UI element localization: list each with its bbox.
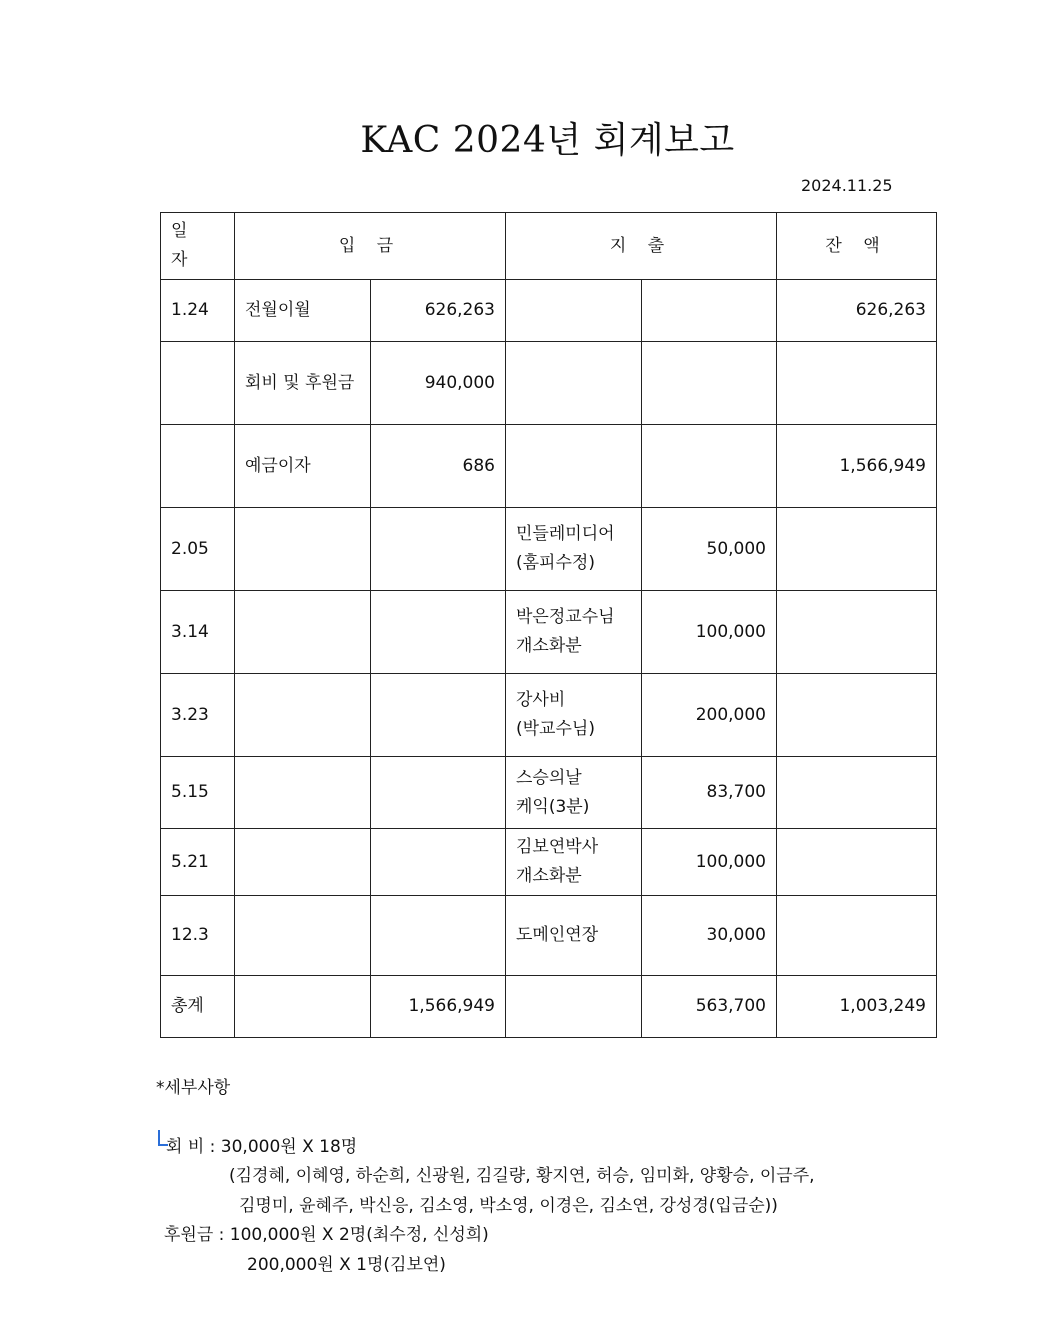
row-income-desc (235, 508, 371, 591)
table-row (161, 829, 937, 896)
row-expense-amount: 100,000 (642, 829, 777, 896)
header-date: 일 자 (161, 213, 235, 280)
row-expense-desc: 강사비 (박교수님) (506, 674, 642, 757)
total-row (161, 976, 937, 1038)
dues-line: 회 비 : 30,000원 X 18명 (166, 1137, 358, 1157)
row-date: 5.21 (161, 829, 235, 896)
row-date (161, 425, 235, 508)
row-expense-desc: 김보연박사 개소화분 (506, 829, 642, 896)
total-balance: 1,003,249 (777, 976, 937, 1038)
row-income-amount (371, 829, 506, 896)
row-income-desc: 회비 및 후원금 (235, 342, 371, 425)
row-date: 2.05 (161, 508, 235, 591)
row-expense-amount (642, 280, 777, 342)
row-expense-desc: 도메인연장 (506, 896, 642, 976)
row-expense-desc (506, 342, 642, 425)
row-balance (777, 591, 937, 674)
details-heading: *세부사항 (156, 1078, 231, 1098)
row-income-amount (371, 896, 506, 976)
table-row (161, 508, 937, 591)
row-expense-amount: 30,000 (642, 896, 777, 976)
row-balance (777, 508, 937, 591)
row-income-amount (371, 591, 506, 674)
row-expense-amount: 83,700 (642, 757, 777, 829)
header-income: 입 금 (235, 213, 506, 280)
report-date: 2024.11.25 (801, 176, 893, 195)
ledger-table (160, 212, 937, 1038)
row-balance (777, 757, 937, 829)
row-income-desc (235, 829, 371, 896)
row-expense-desc (506, 425, 642, 508)
table-row (161, 342, 937, 425)
row-balance: 1,566,949 (777, 425, 937, 508)
dues-names-line-2: 김명미, 윤혜주, 박신응, 김소영, 박소영, 이경은, 김소연, 강성경(입금순)) (239, 1196, 778, 1216)
total-expense-desc (506, 976, 642, 1038)
row-balance (777, 674, 937, 757)
row-income-desc: 전월이월 (235, 280, 371, 342)
row-income-amount: 940,000 (371, 342, 506, 425)
row-income-amount (371, 508, 506, 591)
row-income-amount (371, 674, 506, 757)
total-income-desc (235, 976, 371, 1038)
table-row (161, 280, 937, 342)
row-expense-amount: 100,000 (642, 591, 777, 674)
sponsor-line-2: 200,000원 X 1명(김보연) (247, 1255, 446, 1275)
row-expense-amount (642, 425, 777, 508)
row-expense-desc: 스승의날 케익(3분) (506, 757, 642, 829)
table-row (161, 757, 937, 829)
row-date (161, 342, 235, 425)
row-date: 3.14 (161, 591, 235, 674)
row-income-desc (235, 674, 371, 757)
row-expense-desc: 박은정교수님 개소화분 (506, 591, 642, 674)
row-date: 12.3 (161, 896, 235, 976)
row-balance (777, 896, 937, 976)
total-expense-amount: 563,700 (642, 976, 777, 1038)
row-expense-desc: 민들레미디어 (홈피수정) (506, 508, 642, 591)
sponsor-line-1: 후원금 : 100,000원 X 2명(최수정, 신성희) (164, 1225, 489, 1245)
row-expense-amount (642, 342, 777, 425)
row-income-amount (371, 757, 506, 829)
row-income-desc: 예금이자 (235, 425, 371, 508)
row-balance (777, 829, 937, 896)
dues-names-line-1: (김경혜, 이혜영, 하순희, 신광원, 김길량, 황지연, 허승, 임미화, 양황승, 이금주, (229, 1166, 815, 1186)
row-date: 3.23 (161, 674, 235, 757)
row-income-amount: 626,263 (371, 280, 506, 342)
table-row (161, 591, 937, 674)
row-date: 1.24 (161, 280, 235, 342)
row-expense-amount: 50,000 (642, 508, 777, 591)
row-income-desc (235, 896, 371, 976)
row-expense-amount: 200,000 (642, 674, 777, 757)
row-balance: 626,263 (777, 280, 937, 342)
row-income-amount: 686 (371, 425, 506, 508)
table-row (161, 425, 937, 508)
row-date: 5.15 (161, 757, 235, 829)
ledger-header-row (161, 213, 937, 280)
row-balance (777, 342, 937, 425)
row-expense-desc (506, 280, 642, 342)
total-label: 총계 (161, 976, 235, 1038)
header-balance: 잔 액 (777, 213, 937, 280)
row-income-desc (235, 757, 371, 829)
total-income-amount: 1,566,949 (371, 976, 506, 1038)
page-title: KAC 2024년 회계보고 (360, 120, 735, 161)
table-row (161, 674, 937, 757)
header-expense: 지 출 (506, 213, 777, 280)
row-income-desc (235, 591, 371, 674)
table-row (161, 896, 937, 976)
